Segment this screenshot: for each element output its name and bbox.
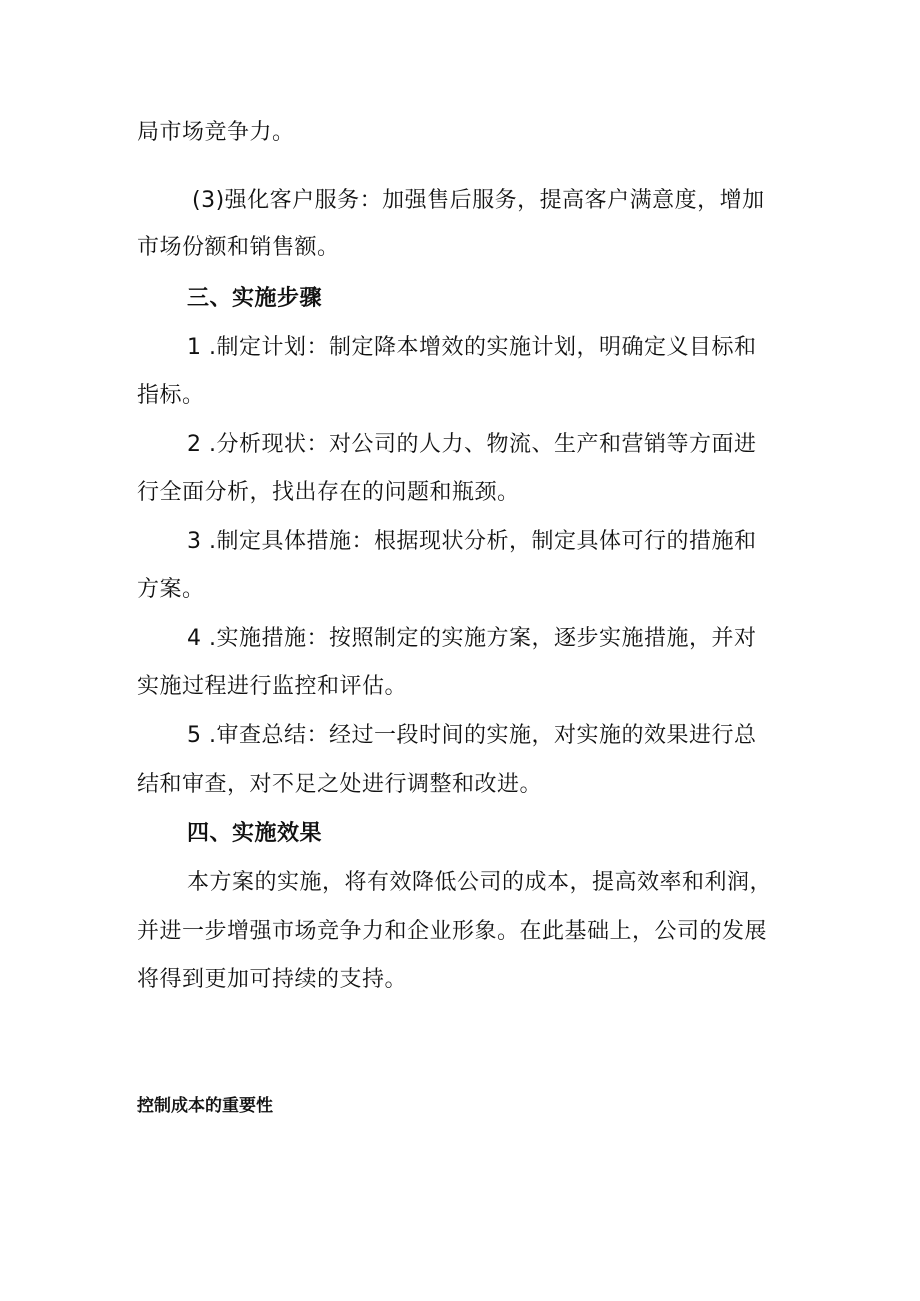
step-5-line-2: 结和审查，对不足之处进行调整和改进。	[137, 772, 543, 797]
step-5-line-1: 5 .审查总结：经过一段时间的实施，对实施的效果进行总	[187, 723, 757, 748]
step-1-line-1: 1 .制定计划：制定降本增效的实施计划，明确定义目标和	[187, 335, 757, 360]
step-2-line-2: 行全面分析，找出存在的问题和瓶颈。	[137, 480, 520, 505]
effect-line-3: 将得到更加可持续的支持。	[137, 967, 408, 992]
step-3-line-2: 方案。	[137, 577, 205, 602]
item-3-line-1: (3)强化客户服务：加强售后服务，提高客户满意度，增加	[192, 188, 765, 213]
effect-line-1: 本方案的实施，将有效降低公司的成本，提高效率和利润，	[187, 870, 773, 895]
step-4-line-2: 实施过程进行监控和评估。	[137, 674, 408, 699]
section-3-heading: 三、实施步骤	[187, 286, 323, 311]
next-section-title: 控制成本的重要性	[137, 1096, 273, 1116]
section-4-heading: 四、实施效果	[187, 821, 323, 846]
item-3-line-2: 市场份额和销售额。	[137, 235, 340, 260]
step-3-line-1: 3 .制定具体措施：根据现状分析，制定具体可行的措施和	[187, 529, 757, 554]
step-1-line-2: 指标。	[137, 383, 205, 408]
paragraph-tail: 局市场竞争力。	[137, 120, 295, 145]
step-2-line-1: 2 .分析现状：对公司的人力、物流、生产和营销等方面进	[187, 432, 757, 457]
step-4-line-1: 4 .实施措施：按照制定的实施方案，逐步实施措施，并对	[187, 626, 757, 651]
effect-line-2: 并进一步增强市场竞争力和企业形象。在此基础上，公司的发展	[137, 919, 768, 944]
